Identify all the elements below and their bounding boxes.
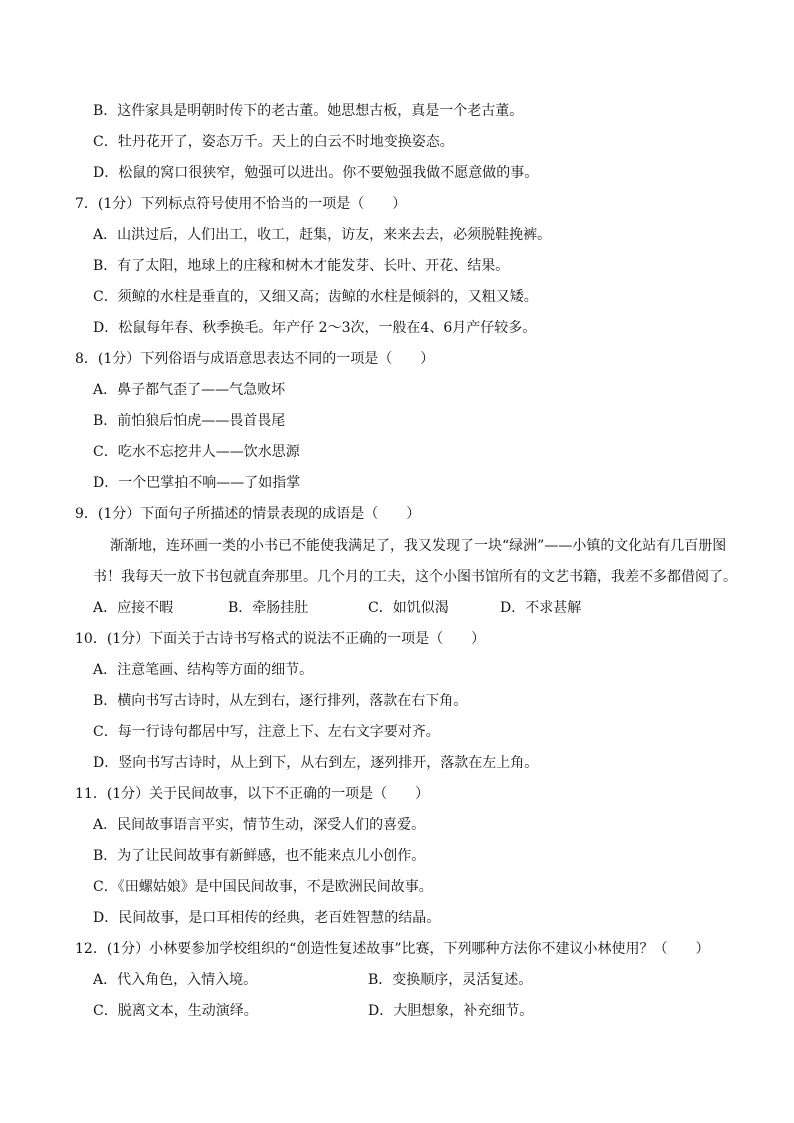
q9-passage-line-2: 书！我每天一放下书包就直奔那里。几个月的工夫，这个小图书馆所有的文艺书籍，我差不多都借阅了。 [93, 569, 737, 585]
q10-option-b: B．横向书写古诗时，从左到右，逐行排列，落款在右下角。 [93, 693, 468, 709]
q8-option-b: B．前怕狼后怕虎——畏首畏尾 [93, 413, 286, 429]
q8-option-a: A．鼻子都气歪了——气急败坏 [93, 382, 286, 398]
q8-option-d: D．一个巴掌拍不响——了如指掌 [93, 475, 301, 491]
q12-option-b: B．变换顺序，灵活复述。 [368, 972, 533, 988]
question-8: 8．(1分）下列俗语与成语意思表达不同的一项是（ ） [75, 351, 435, 367]
q6-option-d: D．松鼠的窝口很狭窄，勉强可以进出。你不要勉强我做不愿意做的事。 [93, 165, 539, 181]
question-10: 10．(1分）下面关于古诗书写格式的说法不正确的一项是（ ） [75, 631, 486, 647]
q7-option-a: A．山洪过后，人们出工，收工，赶集，访友，来来去去，必须脱鞋挽裤。 [93, 227, 552, 243]
q10-option-c: C．每一行诗句都居中写，注意上下、左右文字要对齐。 [93, 724, 440, 740]
question-7: 7．(1分）下列标点符号使用不恰当的一项是（ ） [75, 196, 407, 212]
q9-option-a: A．应接不暇 [93, 600, 174, 616]
q11-option-b: B．为了让民间故事有新鲜感，也不能来点儿小创作。 [93, 848, 426, 864]
question-12: 12．(1分）小林要参加学校组织的“创造性复述故事”比赛，下列哪种方法你不建议小林使用？（ ） [75, 941, 710, 957]
q6-option-c: C．牡丹花开了，姿态万千。天上的白云不时地变换姿态。 [93, 134, 454, 150]
q9-option-b: B．牵肠挂肚 [228, 600, 309, 616]
q12-option-c: C．脱离文本，生动演绎。 [93, 1003, 258, 1019]
q12-option-a: A．代入角色，入情入境。 [93, 972, 258, 988]
q12-option-d: D．大胆想象，补充细节。 [368, 1003, 534, 1019]
q11-option-d: D．民间故事，是口耳相传的经典，老百姓智慧的结晶。 [93, 910, 441, 926]
q9-option-d: D．不求甚解 [500, 600, 582, 616]
q7-option-d: D．松鼠每年春、秋季换毛。年产仔 2～3次，一般在4、6月产仔较多。 [93, 320, 537, 336]
q10-option-d: D．竖向书写古诗时，从上到下，从右到左，逐列排开，落款在左上角。 [93, 755, 539, 771]
q7-option-c: C．须鲸的水柱是垂直的，又细又高；齿鲸的水柱是倾斜的，又粗又矮。 [93, 289, 538, 305]
q8-option-c: C．吃水不忘挖井人——饮水思源 [93, 444, 300, 460]
q9-option-c: C．如饥似渴 [368, 600, 449, 616]
q10-option-a: A．注意笔画、结构等方面的细节。 [93, 662, 314, 678]
q9-passage-line-1: 渐渐地，连环画一类的小书已不能使我满足了，我又发现了一块“绿洲”——小镇的文化站有几百册图 [110, 538, 727, 554]
q7-option-b: B．有了太阳，地球上的庄稼和树木才能发芽、长叶、开花、结果。 [93, 258, 510, 274]
q11-option-a: A．民间故事语言平实，情节生动，深受人们的喜爱。 [93, 817, 426, 833]
question-11: 11．(1分）关于民间故事，以下不正确的一项是（ ） [75, 786, 430, 802]
q6-option-b: B．这件家具是明朝时传下的老古董。她思想古板，真是一个老古董。 [93, 103, 524, 119]
q11-option-c: C．《田螺姑娘》是中国民间故事，不是欧洲民间故事。 [93, 879, 433, 895]
question-9: 9．(1分）下面句子所描述的情景表现的成语是（ ） [75, 506, 421, 522]
